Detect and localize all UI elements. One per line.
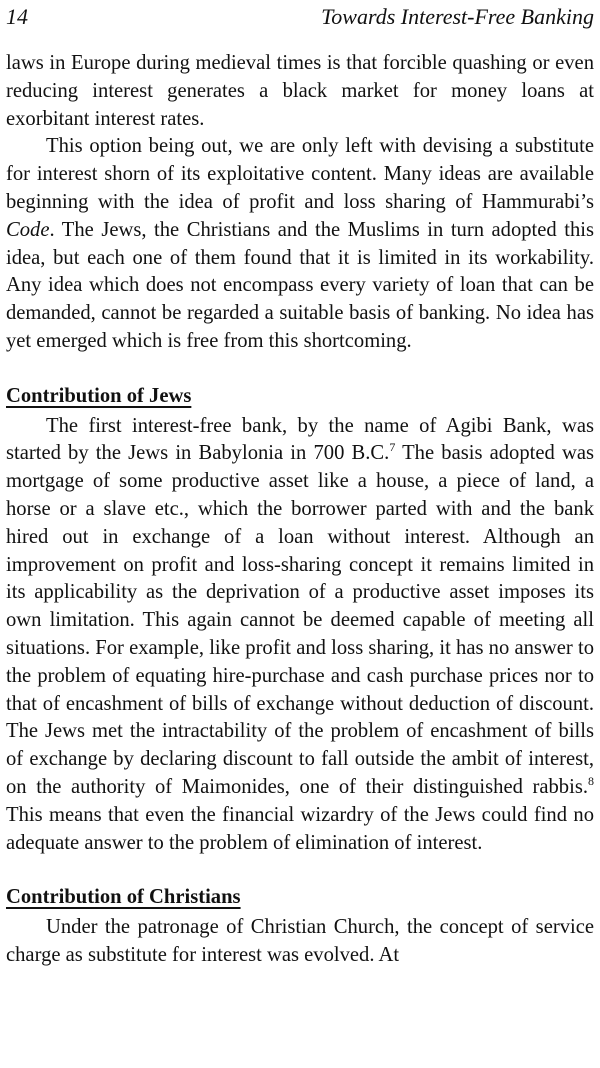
- paragraph-service-charge: Under the patronage of Christian Church, the concept of service charge as substitute for interest was evolved. At: [6, 916, 594, 966]
- spacer: [6, 857, 594, 884]
- code-italic: Code: [6, 218, 50, 241]
- paragraph-continued: laws in Europe during medieval times is that forcible quashing or even reducing interest generates a black market for money loans at exorbitant interest rates.: [6, 52, 594, 130]
- paragraph-text: . The Jews, the Christians and the Muslims in turn adopted this idea, but each one of them found that it is limited in its workability. Any idea which does not encompass every variety of loan that can be demanded, cannot be regarded a suitable basis of banking. No idea has yet emerged which is free from this shortcoming.: [6, 218, 594, 352]
- paragraph-substitute-for-interest: [6, 133, 594, 355]
- paragraph-text: The first interest-free bank, by the name of Agibi Bank, was started by the Jews in Babylonia in 700 B.C.: [6, 414, 594, 465]
- body-text: [6, 50, 594, 970]
- paragraph-text: This option being out, we are only left with devising a substitute for interest shorn of its exploitative content. Many ideas are available beginning with the idea of profit and loss sharing of Hammurabi’s: [6, 135, 594, 213]
- footnote-ref-8: 8: [588, 774, 594, 789]
- heading-contribution-of-jews: Contribution of Jews: [6, 384, 192, 407]
- paragraph-text: This means that even the financial wizardry of the Jews could find no adequate answer to the problem of elimination of interest.: [6, 803, 594, 854]
- page-number: 14: [6, 4, 28, 29]
- running-head: [6, 2, 594, 32]
- spacer: [6, 356, 594, 383]
- footnote-ref-7: 7: [389, 440, 396, 455]
- running-title: Towards Interest-Free Banking: [321, 4, 594, 29]
- paragraph-text: The basis adopted was mortgage of some productive asset like a house, a piece of land, a horse or a slave etc., which the borrower parted with and the bank hired out in exchange of a loan without interest. Although an improvement on profit and loss-sharing concept it remains limited in its applicability as the deprivation of a productive asset imposes its own limitation. This again cannot be deemed capable of meeting all situations. For example, like profit and loss sharing, it has no answer to the problem of equating hire-purchase and cash purchase prices nor to that of encashment of bills of exchange without deduction of discount. The Jews met the intractability of the problem of encashment of bills of exchange by declaring discount to fall outside the ambit of interest, on the authority of Maimonides, one of their distinguished rabbis.: [6, 442, 594, 798]
- paragraph-agibi-bank: [6, 413, 594, 858]
- heading-contribution-of-christians: Contribution of Christians: [6, 886, 241, 909]
